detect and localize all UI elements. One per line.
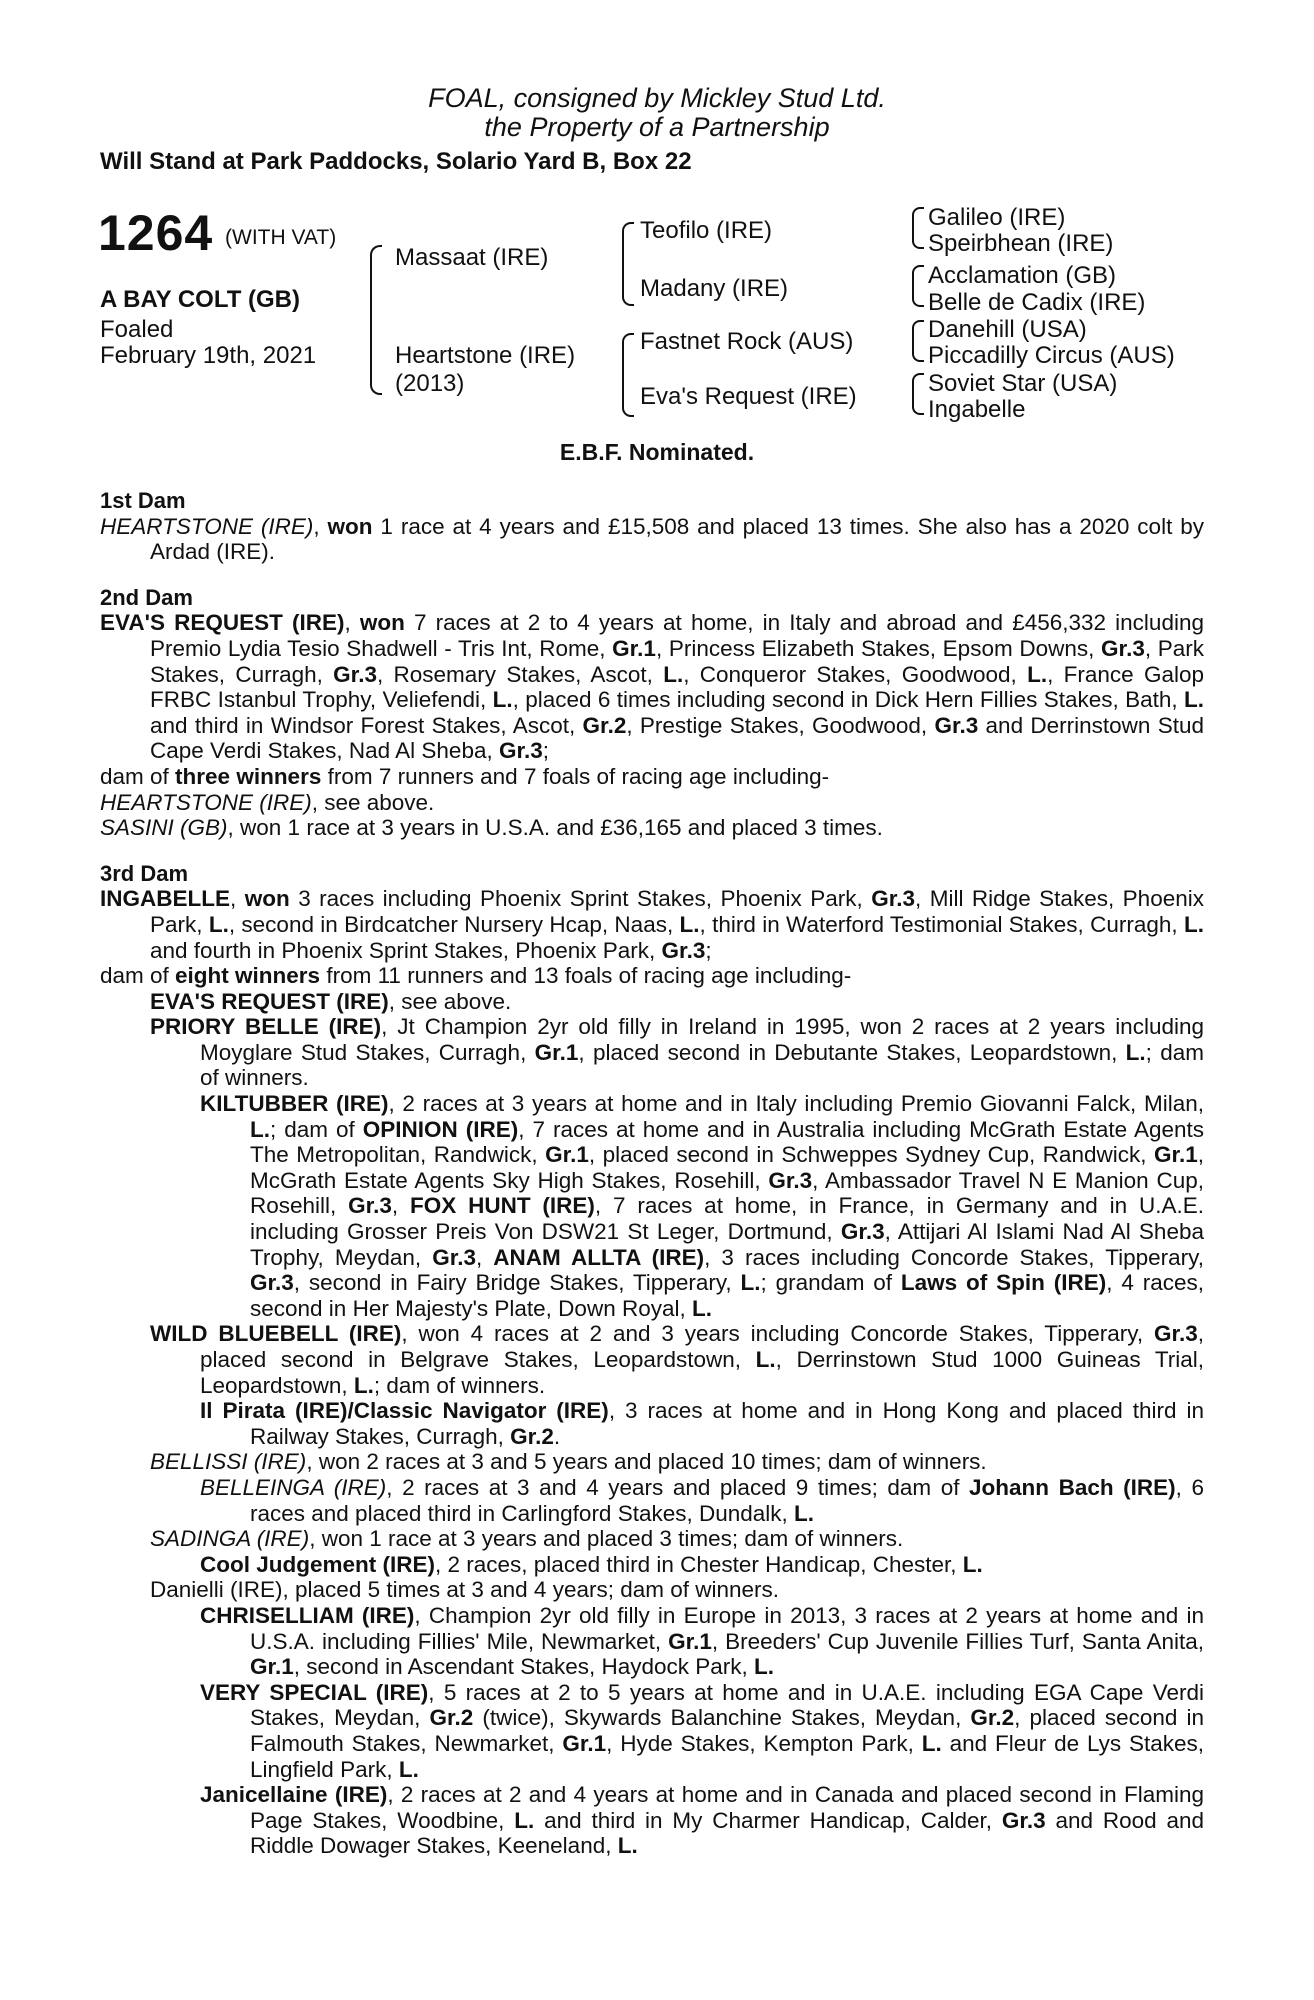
text-run: , <box>344 610 360 636</box>
text-run: , placed 6 times including second in Dick Hern Fillies Stakes, Bath, <box>512 687 1185 713</box>
bold-text: Gr.1 <box>1153 1142 1198 1168</box>
bold-text: EVA'S REQUEST (IRE) <box>150 988 389 1014</box>
pedigree-g3: Acclamation (GB) <box>928 262 1117 289</box>
bold-text: ANAM ALLTA (IRE) <box>493 1244 705 1270</box>
entry-paragraph <box>100 790 1204 816</box>
consignor-line: FOAL, consigned by Mickley Stud Ltd. <box>428 83 886 113</box>
entry-paragraph <box>100 1782 1204 1859</box>
text-run: , 2 races at 3 and 4 years and placed 9 times; dam of <box>386 1474 970 1500</box>
bold-text: L. <box>514 1807 535 1833</box>
bold-text: INGABELLE <box>100 886 231 912</box>
text-run: , Champion 2yr old filly in Europe in 2013, 3 races at 2 years at home and in U.S.A. including Fillies' Mile, Newmarket, <box>250 1602 1204 1654</box>
pedigree-g4: Belle de Cadix (IRE) <box>928 289 1146 316</box>
g3-brace-4 <box>912 373 924 415</box>
text-run: , won 2 races at 3 and 5 years and placed 10 times; dam of winners. <box>306 1449 987 1475</box>
text-run: and Derrinstown Stud Cape Verdi Stakes, Nad Al Sheba, <box>150 712 1205 764</box>
text-run: and fourth in Phoenix Sprint Stakes, Phoenix Park, <box>150 937 662 963</box>
bold-text: L. <box>691 1295 712 1321</box>
pedigree-sire-dam: Madany (IRE) <box>640 275 789 302</box>
text-run: , 3 races at home and in Hong Kong and placed third in Railway Stakes, Curragh, <box>250 1398 1204 1449</box>
text-run: , McGrath Estate Agents Sky High Stakes, Rosehill, <box>250 1142 1204 1193</box>
bold-text: KILTUBBER (IRE) <box>200 1091 389 1117</box>
text-run: dam of <box>100 763 176 789</box>
text-run: , Rosemary Stakes, Ascot, <box>376 661 664 687</box>
pedigree-notes <box>100 488 1204 1859</box>
bold-text: L. <box>1125 1039 1146 1065</box>
bold-text: L. <box>617 1833 638 1859</box>
text-run: , 6 races and placed third in Carlingford Stakes, Dundalk, <box>250 1474 1204 1526</box>
bold-text: L. <box>962 1551 983 1577</box>
text-run: 7 races at 2 to 4 years at home, in Italy and abroad and £456,332 including Premio Lydia Tesio Shadwell - Tris Int, Rome, <box>150 610 1204 661</box>
property-line: the Property of a Partnership <box>484 112 830 142</box>
entry-paragraph <box>100 1603 1204 1680</box>
text-run: , 2 races, placed third in Chester Handicap, Chester, <box>435 1551 963 1577</box>
bold-text: Janicellaine (IRE) <box>200 1782 388 1808</box>
italic-name: SADINGA (IRE) <box>150 1526 310 1552</box>
foaled-date: February 19th, 2021 <box>100 342 317 369</box>
entry-paragraph <box>100 1398 1204 1449</box>
text-run: , 5 races at 2 to 5 years at home and in U.A.E. including EGA Cape Verdi Stakes, Meydan, <box>250 1679 1204 1731</box>
bold-text: Johann Bach (IRE) <box>969 1474 1176 1500</box>
section-title: 1st Dam <box>100 488 186 513</box>
text-run: , 2 races at 3 years at home and in Italy including Premio Giovanni Falck, Milan, <box>388 1091 1204 1117</box>
italic-name: SASINI (GB) <box>100 815 228 841</box>
pedigree-dam-dam: Eva's Request (IRE) <box>640 383 857 410</box>
pedigree-g8: Ingabelle <box>928 396 1026 423</box>
text-run: , <box>230 886 245 912</box>
bold-text: Gr.2 <box>970 1705 1015 1731</box>
bold-text: Gr.3 <box>871 886 915 912</box>
bold-text: L. <box>754 1654 775 1680</box>
pedigree-dam-sire: Fastnet Rock (AUS) <box>640 328 854 355</box>
text-run: , second in Birdcatcher Nursery Hcap, Naas, <box>228 911 680 937</box>
text-run: , placed second in Schweppes Sydney Cup, Randwick, <box>588 1142 1154 1168</box>
text-run: and third in My Charmer Handicap, Calder, <box>534 1807 1002 1833</box>
bold-text: Gr.3 <box>333 661 377 687</box>
text-run: , 7 races at home, in France, in Germany and in U.A.E. including Grosser Preis Von DSW21 St Leger, Dortmund, <box>250 1193 1204 1245</box>
pedigree-g5: Danehill (USA) <box>928 316 1087 343</box>
text-run: , won 1 race at 3 years and placed 3 times; dam of winners. <box>309 1526 904 1552</box>
entry-paragraph <box>100 764 1204 790</box>
text-run: Danielli (IRE), placed 5 times at 3 and 4 years; dam of winners. <box>150 1577 780 1603</box>
entry-paragraph <box>100 1552 1204 1578</box>
bold-text: Gr.3 <box>768 1167 813 1193</box>
bold-text: Gr.3 <box>1001 1807 1046 1833</box>
bold-text: OPINION (IRE) <box>362 1116 519 1142</box>
text-run: , Park Stakes, Curragh, <box>150 635 1204 687</box>
text-run: , Princess Elizabeth Stakes, Epsom Downs, <box>655 635 1102 661</box>
pedigree-sire-sire: Teofilo (IRE) <box>640 217 773 244</box>
text-run: ; dam of <box>270 1116 363 1142</box>
bold-text: Gr.1 <box>562 1730 607 1756</box>
italic-name: HEARTSTONE (IRE) <box>100 513 314 539</box>
entry-paragraph <box>100 1577 1204 1603</box>
bold-text: Gr.3 <box>348 1193 392 1219</box>
bold-text: L. <box>398 1756 419 1782</box>
bold-text: Il Pirata (IRE)/Classic Navigator (IRE) <box>200 1398 609 1424</box>
bold-text: eight winners <box>175 963 321 989</box>
sire-dam-brace <box>370 245 382 395</box>
g3-brace-3 <box>912 320 924 362</box>
text-run: , Breeders' Cup Juvenile Fillies Turf, Santa Anita, <box>711 1628 1204 1654</box>
dam-line-brace <box>622 333 634 417</box>
bold-text: PRIORY BELLE (IRE) <box>150 1014 382 1040</box>
bold-text: L. <box>740 1270 761 1296</box>
entry-paragraph <box>100 514 1204 565</box>
text-run: , second in Fairy Bridge Stakes, Tipperary, <box>293 1270 741 1296</box>
bold-text: Cool Judgement (IRE) <box>200 1551 435 1577</box>
entry-paragraph <box>100 815 1204 841</box>
bold-text: L. <box>1027 661 1048 687</box>
entry-paragraph <box>100 989 1204 1015</box>
bold-text: L. <box>679 911 700 937</box>
text-run: , Attijari Al Islami Nad Al Sheba Trophy, Meydan, <box>250 1219 1204 1270</box>
text-run: ; <box>542 738 550 764</box>
text-run: , placed second in Belgrave Stakes, Leopardstown, <box>200 1321 1204 1372</box>
text-run: and third in Windsor Forest Stakes, Ascot, <box>150 712 583 738</box>
text-run: , France Galop FRBC Istanbul Trophy, Veliefendi, <box>150 661 1204 713</box>
pedigree-dam-year: (2013) <box>395 370 465 397</box>
bold-text: Gr.1 <box>668 1628 712 1654</box>
g3-brace-1 <box>912 207 924 249</box>
bold-text: Gr.3 <box>250 1270 294 1296</box>
text-run: , Derrinstown Stud 1000 Guineas Trial, Leopardstown, <box>200 1347 1204 1398</box>
entry-paragraph <box>100 963 1204 989</box>
section-title: 3rd Dam <box>100 860 189 886</box>
bold-text: L. <box>663 661 684 687</box>
bold-text: Gr.3 <box>1153 1321 1198 1347</box>
italic-name: BELLEINGA (IRE) <box>200 1474 387 1500</box>
text-run: , <box>313 513 328 539</box>
text-run: , won 4 races at 2 and 3 years including Concorde Stakes, Tipperary, <box>401 1321 1154 1347</box>
pedigree-sire: Massaat (IRE) <box>395 244 549 271</box>
bold-text: L. <box>755 1347 776 1372</box>
bold-text: L. <box>250 1116 270 1142</box>
stand-location: Will Stand at Park Paddocks, Solario Yard B, Box 22 <box>100 148 692 175</box>
text-run: , placed second in Debutante Stakes, Leopardstown, <box>578 1039 1126 1065</box>
text-run: ; grandam of <box>760 1270 901 1296</box>
italic-name: BELLISSI (IRE) <box>150 1449 307 1475</box>
bold-text: won <box>359 610 405 636</box>
lot-number: 1264 <box>98 205 214 261</box>
bold-text: Gr.3 <box>1101 635 1145 661</box>
text-run: , <box>391 1193 410 1219</box>
text-run: and Fleur de Lys Stakes, Lingfield Park, <box>250 1730 1204 1782</box>
bold-text: L. <box>921 1730 942 1756</box>
text-run: 1 race at 4 years and £15,508 and placed 13 times. She also has a 2020 colt by Ardad (IRE). <box>150 513 1204 565</box>
bold-text: Laws of Spin (IRE) <box>900 1270 1107 1296</box>
text-run: , 7 races at home and in Australia including McGrath Estate Agents The Metropolitan, Randwick, <box>250 1116 1204 1168</box>
lot-title: A BAY COLT (GB) <box>100 286 301 313</box>
text-run: , see above. <box>388 988 512 1014</box>
bold-text: L. <box>1184 687 1205 713</box>
bold-text: Gr.2 <box>510 1423 554 1449</box>
text-run: ; dam of winners. <box>200 1039 1204 1091</box>
text-run: , <box>475 1244 494 1270</box>
bold-text: Gr.3 <box>840 1219 885 1245</box>
bold-text: Gr.2 <box>582 712 627 738</box>
entry-paragraph <box>100 1526 1204 1552</box>
pedigree-g1: Galileo (IRE) <box>928 204 1066 231</box>
bold-text: Gr.1 <box>534 1039 579 1065</box>
bold-text: won <box>244 886 290 912</box>
entry-paragraph <box>100 610 1204 764</box>
text-run: , Ambassador Travel N E Manion Cup, Rosehill, <box>250 1167 1204 1219</box>
bold-text: Gr.3 <box>432 1244 476 1270</box>
pedigree-g7: Soviet Star (USA) <box>928 370 1118 397</box>
text-run: from 7 runners and 7 foals of racing age including- <box>321 763 830 789</box>
bold-text: Gr.3 <box>934 712 979 738</box>
bold-text: L. <box>353 1372 374 1398</box>
entry-paragraph <box>100 1321 1204 1398</box>
bold-text: L. <box>208 911 229 937</box>
text-run: , Prestige Stakes, Goodwood, <box>626 712 935 738</box>
foaled-label: Foaled <box>100 316 174 343</box>
bold-text: Gr.3 <box>661 937 706 963</box>
text-run: ; <box>705 937 712 963</box>
sire-line-brace <box>622 222 634 306</box>
entry-paragraph <box>100 1091 1204 1321</box>
text-run: from 11 runners and 13 foals of racing age including- <box>320 963 852 989</box>
text-run: , placed second in Falmouth Stakes, Newmarket, <box>250 1705 1205 1756</box>
text-run: ; dam of winners. <box>373 1372 546 1398</box>
bold-text: L. <box>794 1500 815 1526</box>
ebf-nominated: E.B.F. Nominated. <box>559 439 755 465</box>
g3-brace-2 <box>912 265 924 307</box>
vat-note: (WITH VAT) <box>225 226 337 249</box>
bold-text: CHRISELLIAM (IRE) <box>200 1602 415 1628</box>
entry-paragraph <box>100 1680 1204 1782</box>
section-title: 2nd Dam <box>100 584 193 610</box>
bold-text: Gr.1 <box>612 635 656 661</box>
text-run: , Conqueror Stakes, Goodwood, <box>683 661 1028 687</box>
bold-text: three winners <box>175 763 322 789</box>
entry-paragraph <box>100 886 1204 963</box>
text-run: , second in Ascendant Stakes, Haydock Park, <box>293 1654 755 1680</box>
text-run: , Mill Ridge Stakes, Phoenix Park, <box>150 886 1204 937</box>
bold-text: Gr.2 <box>429 1705 474 1731</box>
entry-paragraph <box>100 1475 1204 1526</box>
pedigree-g6: Piccadilly Circus (AUS) <box>928 342 1175 369</box>
text-run: , Jt Champion 2yr old filly in Ireland in 1995, won 2 races at 2 years including Moyglare Stud Stakes, Curragh, <box>200 1014 1205 1065</box>
entry-paragraph <box>100 1449 1204 1475</box>
bold-text: FOX HUNT (IRE) <box>410 1193 595 1219</box>
bold-text: won <box>327 513 373 539</box>
bold-text: Gr.1 <box>545 1142 589 1168</box>
text-run: , third in Waterford Testimonial Stakes, Curragh, <box>699 911 1184 937</box>
text-run: and Rood and Riddle Dowager Stakes, Keeneland, <box>250 1807 1205 1859</box>
text-run: , Hyde Stakes, Kempton Park, <box>606 1730 922 1756</box>
text-run: . <box>553 1423 561 1449</box>
bold-text: L. <box>1184 911 1204 937</box>
pedigree-g2: Speirbhean (IRE) <box>928 230 1114 257</box>
text-run: , see above. <box>311 789 435 815</box>
pedigree-dam: Heartstone (IRE) <box>395 342 576 369</box>
italic-name: HEARTSTONE (IRE) <box>100 789 312 815</box>
text-run: 3 races including Phoenix Sprint Stakes, Phoenix Park, <box>289 886 872 912</box>
text-run: , 3 races including Concorde Stakes, Tipperary, <box>704 1244 1204 1270</box>
bold-text: WILD BLUEBELL (IRE) <box>150 1321 402 1347</box>
bold-text: Gr.3 <box>498 738 543 764</box>
bold-text: Gr.1 <box>250 1654 294 1680</box>
bold-text: EVA'S REQUEST (IRE) <box>100 610 345 636</box>
text-run: , 4 races, second in Her Majesty's Plate, Down Royal, <box>250 1270 1204 1321</box>
entry-paragraph <box>100 1014 1204 1091</box>
text-run: dam of <box>100 963 176 989</box>
bold-text: VERY SPECIAL (IRE) <box>200 1679 429 1705</box>
text-run: , 2 races at 2 and 4 years at home and in Canada and placed second in Flaming Page Stakes, Woodbine, <box>250 1782 1204 1833</box>
text-run: (twice), Skywards Balanchine Stakes, Meydan, <box>473 1705 971 1731</box>
bold-text: L. <box>492 687 513 713</box>
text-run: , won 1 race at 3 years in U.S.A. and £36,165 and placed 3 times. <box>227 815 883 841</box>
